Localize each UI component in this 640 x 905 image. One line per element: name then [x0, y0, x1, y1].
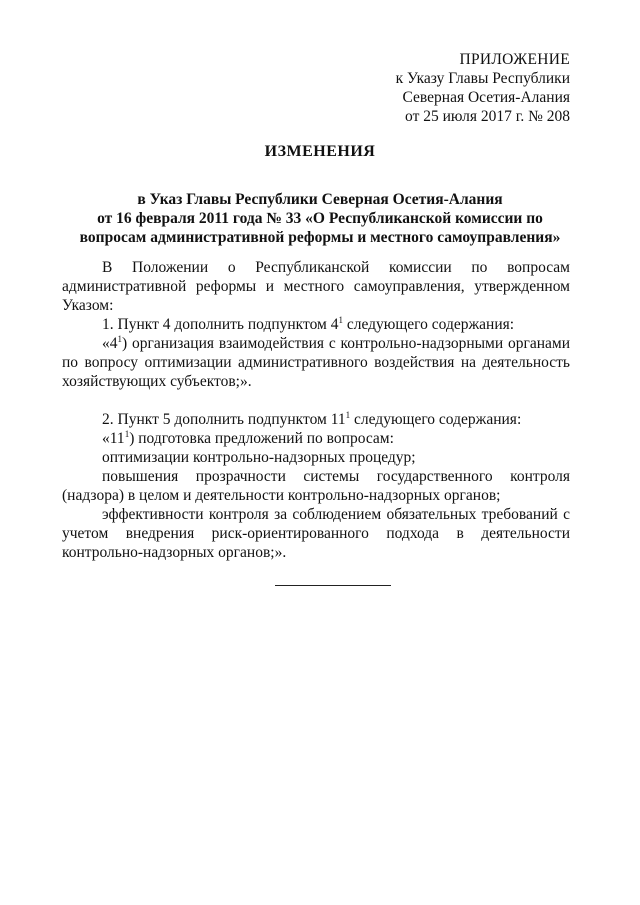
appendix-label: ПРИЛОЖЕНИЕ — [459, 51, 570, 68]
amendment-1-tail: следующего содержания: — [342, 316, 515, 333]
subtitle-line-3: вопросам административной реформы и местного самоуправления» — [79, 229, 561, 246]
amendment-2-text: 2. Пункт 5 дополнить подпунктом 11 — [102, 411, 346, 428]
subtitle-line-1: в Указ Главы Республики Северная Осетия-Алания — [137, 191, 503, 208]
amendment-2-quote-superscript: 1 — [124, 429, 130, 439]
amendment-1-heading — [62, 315, 570, 334]
amendment-2-quote-text: ) подготовка предложений по вопросам: — [129, 430, 394, 447]
amendment-1-quote-superscript: 1 — [117, 334, 122, 344]
document-title: ИЗМЕНЕНИЯ — [264, 143, 376, 160]
appendix-reference-line: к Указу Главы Республики — [395, 70, 570, 87]
amendment-2-heading — [62, 410, 570, 429]
amendment-1-quote-text: ) организация взаимодействия с контрольно-надзорными органами по вопросу оптимизации административного воздействия на деятельность хозяйствующих субъектов;». — [62, 335, 570, 390]
document-body — [62, 258, 570, 562]
amendment-1-quote — [62, 334, 570, 391]
amendment-1-text: 1. Пункт 4 дополнить подпунктом 4 — [102, 316, 339, 333]
closing-rule — [275, 585, 391, 586]
intro-paragraph: В Положении о Республиканской комиссии по вопросам административной реформы и местного самоуправления, утвержденном Указом: — [62, 259, 570, 314]
appendix-header — [310, 50, 570, 126]
appendix-date-number: от 25 июля 2017 г. № 208 — [405, 108, 570, 125]
amendment-2-tail: следующего содержания: — [350, 411, 522, 428]
amendment-2-item-2: повышения прозрачности системы государственного контроля (надзора) в целом и деятельности контрольно-надзорных органов; — [62, 468, 570, 504]
amendment-2-item-1: оптимизации контрольно-надзорных процедур; — [102, 449, 416, 466]
amendment-1-superscript: 1 — [338, 315, 343, 325]
amendment-2-superscript: 1 — [345, 410, 351, 420]
subtitle-line-2: от 16 февраля 2011 года № 33 «О Республиканской комиссии по — [97, 210, 543, 227]
amendment-1-quote-open: «4 — [102, 335, 118, 352]
amendment-2-quote — [62, 429, 570, 448]
appendix-region-line: Северная Осетия-Алания — [402, 89, 570, 106]
amendment-2-quote-open: «11 — [102, 430, 125, 447]
amendment-2-item-3: эффективности контроля за соблюдением обязательных требований с учетом внедрения риск-ориентированного подхода в деятельности контрольно-надзорных органов;». — [62, 506, 570, 561]
document-subtitle — [62, 190, 578, 247]
